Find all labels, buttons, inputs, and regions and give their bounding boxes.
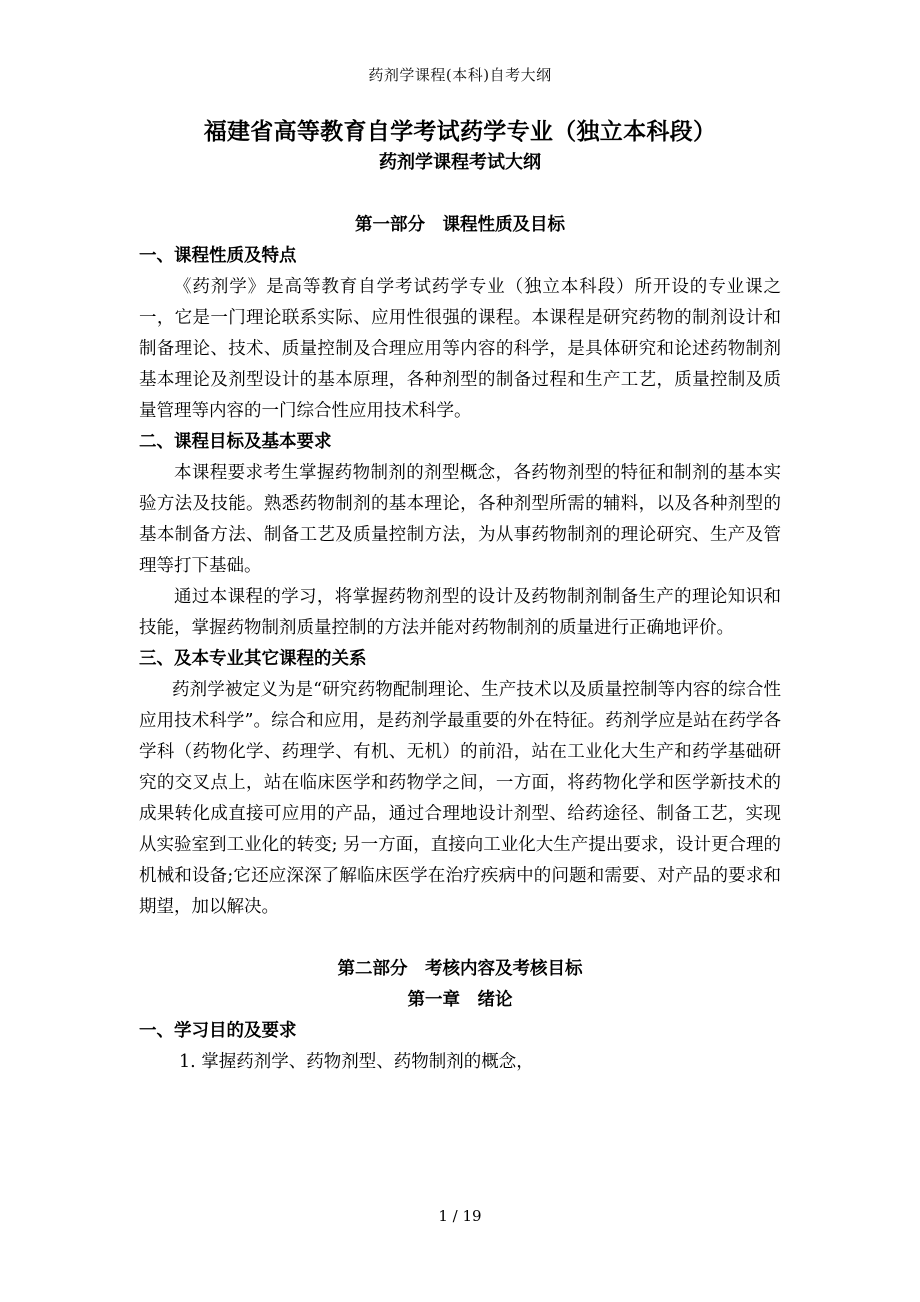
paragraph-course-relations: 药剂学被定义为是“研究药物配制理论、生产技术以及质量控制等内容的综合性应用技术科学”。综合和应用，是药剂学最重要的外在特征。药剂学应是站在药学各学科（药物化学、药理学、有机、无机）的前沿，站在工业化大生产和药学基础研究的交叉点上，站在临床医学和药物学之间，一方面，将药物化学和医学新技术的成果转化成直接可应用的产品，通过合理地设计剂型、给药途径、制备工艺，实现从实验室到工业化的转变; 另一方面，直接向工业化大生产提出要求，设计更合理的机械和设备;它还应深深了解临床医学在治疗疾病中的问题和需要、对产品的要求和期望，加以解决。 xyxy=(139,680,781,917)
document-title: 福建省高等教育自学考试药学专业（独立本科段） xyxy=(203,119,717,145)
section-heading-course-relations: 三、及本专业其它课程的关系 xyxy=(139,649,367,669)
list-item: 1. 掌握药剂学、药物剂型、药物制剂的概念， xyxy=(179,1052,534,1072)
document-subtitle: 药剂学课程考试大纲 xyxy=(379,152,541,173)
paragraph-course-requirements: 本课程要求考生掌握药物制剂的剂型概念，各药物剂型的特征和制剂的基本实验方法及技能。熟悉药物制剂的基本理论，各种剂型所需的辅料，以及各种剂型的基本制备方法、制备工艺及质量控制方法，为从事药物制剂的理论研究、生产及管理等打下基础。 xyxy=(139,463,781,576)
paragraph-course-nature: 《药剂学》是高等教育自学考试药学专业（独立本科段）所开设的专业课之一，它是一门理论联系实际、应用性很强的课程。本课程是研究药物的制剂设计和制备理论、技术、质量控制及合理应用等内容的科学，是具体研究和论述药物制剂基本理论及剂型设计的基本原理，各种剂型的制备过程和生产工艺，质量控制及质量管理等内容的一门综合性应用技术科学。 xyxy=(139,277,781,421)
section-heading-learning-goals: 一、学习目的及要求 xyxy=(139,1021,297,1041)
running-header: 药剂学课程(本科)自考大纲 xyxy=(368,66,552,84)
section-heading-course-nature: 一、课程性质及特点 xyxy=(139,246,297,266)
page-number: 1 / 19 xyxy=(438,1207,482,1225)
part2-heading: 第二部分 考核内容及考核目标 xyxy=(337,959,583,979)
paragraph-course-outcomes: 通过本课程的学习，将掌握药物剂型的设计及药物制剂制备生产的理论知识和技能，掌握药物制剂质量控制的方法并能对药物制剂的质量进行正确地评价。 xyxy=(139,587,781,638)
document-body xyxy=(139,210,781,1078)
chapter1-heading: 第一章 绪论 xyxy=(407,990,513,1010)
section-gap xyxy=(139,923,781,954)
section-heading-course-goals: 二、课程目标及基本要求 xyxy=(139,432,332,452)
part1-heading: 第一部分 课程性质及目标 xyxy=(355,215,565,235)
